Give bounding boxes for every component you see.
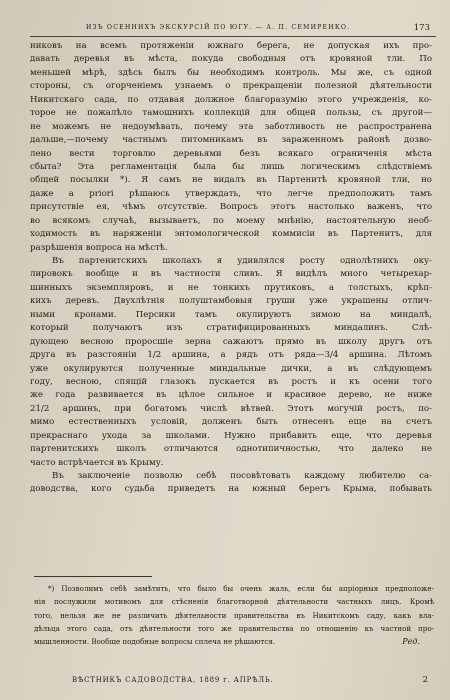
text-line: Никитскаго сада, по отдавая должное благоразумію этого учрежденія, ко-: [30, 94, 432, 105]
text-line: прекраснаго ухода за школами. Нужно прибавить еще, что деревья: [30, 430, 432, 441]
footnote-line: нія послужили мотивомъ для стѣсненія благотворной дѣятельности частныхъ лицъ. Кромѣ: [34, 597, 434, 607]
text-line: партенитскихъ школъ отличаются однотипичностью, что далеко не: [30, 444, 432, 455]
text-line: году, весною, спящій глазокъ пускается въ ростъ и къ осени того: [30, 376, 432, 387]
text-line: мимо естественныхъ условій, долженъ быть отнесенъ еще на счетъ: [30, 417, 432, 428]
editor-signature: Ред.: [402, 637, 420, 646]
paragraph-start: Въ заключеніе позволю себѣ посовѣтовать каждому любителю са-: [52, 471, 432, 481]
footnote-rule: [34, 576, 152, 577]
text-line: дальше,—почему частнымъ питомникамъ въ зараженномъ районѣ дозво-: [30, 135, 432, 146]
page-number: 173: [413, 23, 430, 33]
text-line: разрѣшенія вопроса на мѣстѣ.: [30, 242, 168, 253]
footnote-line: *) Позволимъ себѣ замѣтить, что было бы очень жаль, если бы апріорныя предположе-: [48, 584, 434, 593]
journal-footer: [72, 676, 428, 684]
footnote: [34, 582, 434, 648]
text-line: который получаютъ изъ стратифицированныхъ миндалинъ. Слѣ-: [30, 323, 432, 334]
text-line: же года развивается въ цѣлое сильное и красивое дерево, не ниже: [30, 390, 432, 401]
header-rule: [30, 36, 436, 37]
text-line: давать деревья въ мѣста, покуда свободныя отъ кровяной тли. По: [30, 54, 432, 65]
text-line: дующею весною проросшіе зерна сажаютъ прямо въ школу другъ отъ: [30, 336, 432, 347]
paragraph-start: Въ партенитскихъ школахъ я удивлялся росту однолѣтнихъ оку-: [52, 256, 432, 266]
text-line: ходимость въ наряженіи энтомологической коммисіи въ Партенитъ, для: [30, 229, 432, 240]
text-line: уже окулируются полученные миндальные дички, а въ слѣдующемъ: [30, 363, 432, 374]
text-line: торое не пожалѣло тамошнихъ коллекцій для общей пользы, съ другой—: [30, 108, 432, 119]
running-head-title: ИЗЪ ОСЕННИХЪ ЭКСКУРСІЙ ПО ЮГУ. — А. П. СЕМИРЕНКО.: [86, 24, 351, 31]
text-line: меньшей мѣрѣ, здѣсь былъ бы необходимъ контроль. Мы же, съ одной: [30, 67, 432, 78]
footnote-line: того, нельзя же не различить дѣятельности правительства въ Никитскомъ саду, какъ вла-: [34, 610, 434, 620]
text-line: даже a priori рѣшаюсь утверждать, что легче предположить тамъ: [30, 188, 432, 199]
text-line: никовъ на всемъ протяженіи южнаго берега, не допуская ихъ про-: [30, 41, 432, 51]
text-line: лировокъ вообще и въ частности сливъ. Я видѣлъ много четырехар-: [30, 269, 432, 280]
text-line: не можемъ не недоумѣвать, почему эта заботливость не распространена: [30, 121, 432, 132]
footnote-line: дѣльца этого сада, отъ дѣятельности того же правительства по отношенію къ частной про-: [34, 623, 434, 633]
footnote-line: мышленности. Вообще подобные вопросы сплеча не рѣшаются.: [34, 637, 276, 647]
body-text: [30, 40, 432, 497]
journal-title: ВѢСТНИКЪ САДОВОДСТВА, 1889 г. АПРѢЛЬ.: [72, 676, 274, 684]
text-line: кихъ деревъ. Двухлѣтнія полуштамбовыя груши уже украшены отлич-: [30, 296, 432, 307]
text-line: стороны, съ огорченіемъ узнаемъ о прекращеніи полезной дѣятельности: [30, 81, 432, 92]
text-line: ными кронами. Персики тамъ окулируютъ зимою на миндалѣ,: [30, 309, 432, 320]
text-line: присутствіе ея, чѣмъ отсутствіе. Вопросъ этотъ настолько важенъ, что: [30, 202, 432, 213]
text-line: часто встрѣчается въ Крыму.: [30, 457, 164, 468]
text-line: друга въ разстояніи 1/2 аршина, а рядъ отъ ряда—3/4 аршина. Лѣтомъ: [30, 350, 432, 361]
running-head: [36, 22, 430, 36]
text-line: 21/2 аршинъ, при богатомъ числѣ вѣтвей. Этотъ могучій ростъ, по-: [30, 403, 432, 414]
text-line: доводства, кого судьба приведетъ на южный берегъ Крыма, побывать: [30, 484, 432, 495]
signature-number: 2: [422, 675, 428, 685]
text-line: во всякомъ случаѣ, вызываетъ, по моему мнѣнію, настоятельную необ-: [30, 215, 432, 226]
text-line: шинныхъ экземпляровъ, и не тонкихъ прутиковъ, а толстыхъ, крѣп-: [30, 282, 432, 293]
text-line: лено вести торговлю деревьями безъ всякаго ограниченія мѣста: [30, 148, 432, 159]
text-line: общей посылки *). Я самъ не видалъ въ Партенитѣ кровяной тли, но: [30, 175, 432, 186]
text-line: сбыта? Эта регламентація была бы лишь логическимъ слѣдствіемъ: [30, 161, 432, 172]
